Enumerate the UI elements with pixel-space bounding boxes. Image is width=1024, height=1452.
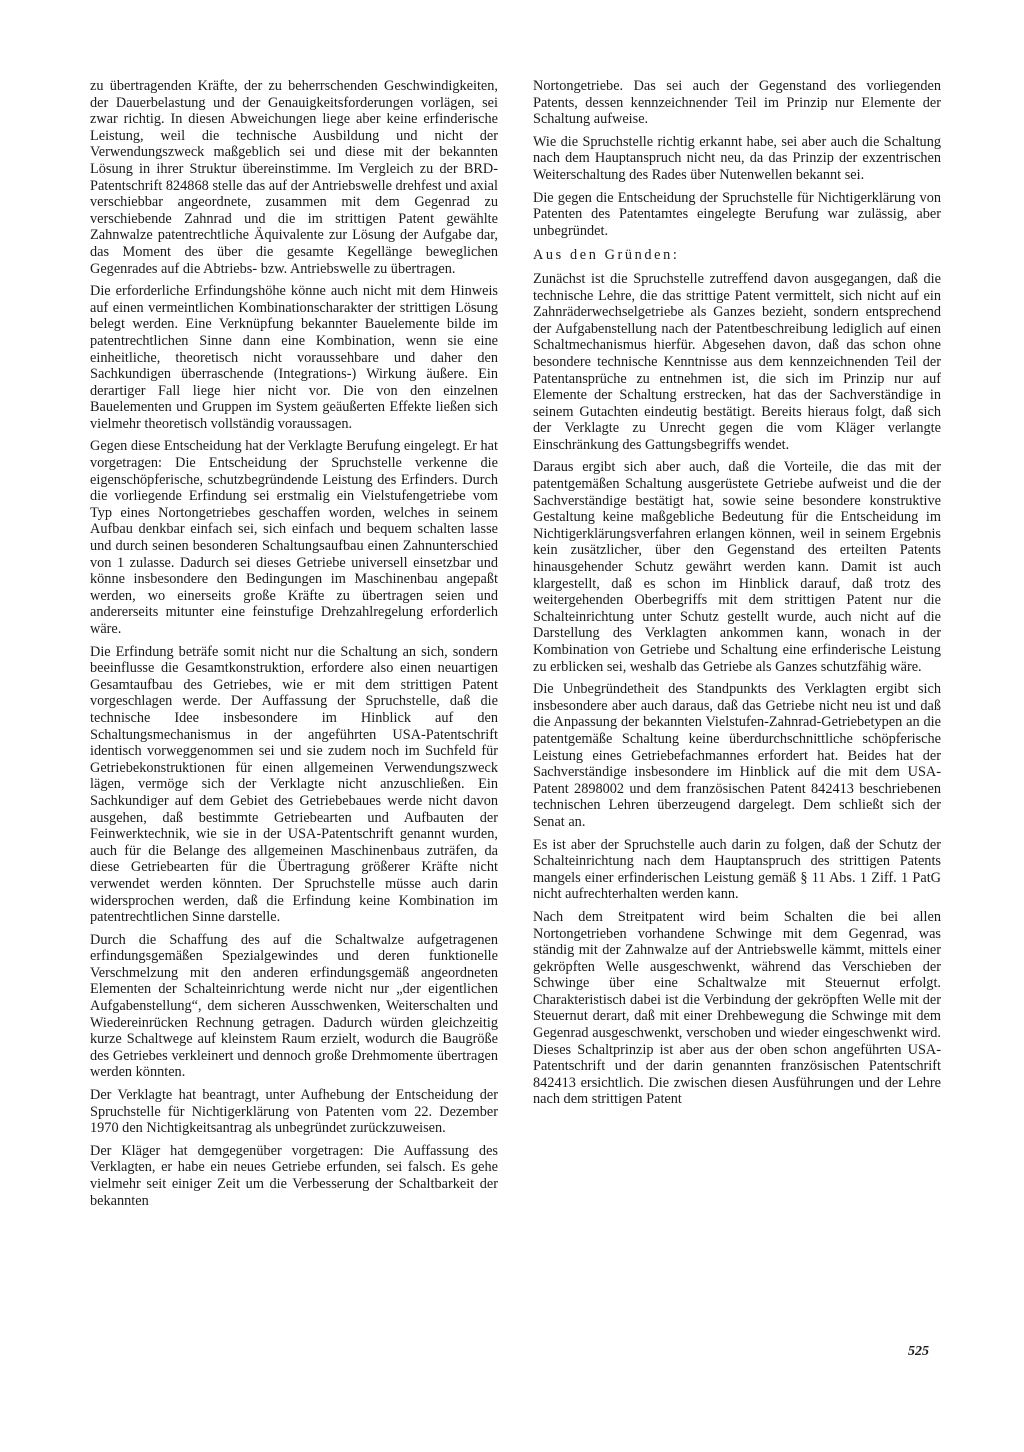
left-paragraph-6: Der Verklagte hat beantragt, unter Aufhebung der Entscheidung der Spruchstelle für Nichtigerklärung von Patenten vom 22. Dezember 1970 den Nichtigkeitsantrag als unbegründet zurückzuweisen. bbox=[90, 1087, 498, 1137]
left-paragraph-4: Die Erfindung beträfe somit nicht nur die Schaltung an sich, sondern beeinflusse die Gesamtkonstruktion, erfordere also einen neuartigen Gesamtaufbau des Getriebes, wie er mit dem strittigen Patent vorgeschlagen werde. Der Auffassung der Spruchstelle, daß die technische Idee insbesondere im Hinblick auf den Schaltungsmechanismus in der angeführten USA-Patentschrift identisch vorweggenommen sei und sie zudem noch im Suchfeld für Getriebekonstruktionen für einen allgemeinen Verwendungszweck lägen, vermöge sich der Verklagte nicht anzuschließen. Ein Sachkundiger auf dem Gebiet des Getriebebaues werde nicht davon ausgehen, daß bestimmte Getriebearten und Aufbauten der Feinwerktechnik, wie sie in der USA-Patentschrift genannt wurden, auch für die Belange des allgemeinen Maschinenbaus zuträfen, da diese Getriebearten für die Übertragung größerer Kräfte nicht verwendet werden könnten. Der Spruchstelle müsse auch darin widersprochen werden, daß die Erfindung keine Kombination im patentrechtlichen Sinne darstelle. bbox=[90, 643, 498, 926]
right-paragraph-1: Nortongetriebe. Das sei auch der Gegenstand des vorliegenden Patents, dessen kennzeichnender Teil im Prinzip nur Elemente der Schaltung aufweise. bbox=[533, 78, 941, 128]
left-paragraph-3: Gegen diese Entscheidung hat der Verklagte Berufung eingelegt. Er hat vorgetragen: Die Entscheidung der Spruchstelle verkenne die eigenschöpferische, schutzbegründende Leistung des Erfinders. Durch die vorliegende Erfindung sei erstmalig ein Vielstufengetriebe vom Typ eines Nortongetriebes geschaffen worden, welches in seinem Aufbau denkbar einfach sei, sich einfach und bequem schalten lasse und durch seinen besonderen Schaltungsaufbau einen Zahnunterschied von 1 zulasse. Dadurch sei dieses Getriebe universell einsetzbar und könne insbesondere den Bedingungen im Maschinenbau angepaßt werden, wo einerseits große Kräfte zu übertragen seien und andererseits mitunter eine feinstufige Drehzahlregelung erforderlich wäre. bbox=[90, 438, 498, 637]
page-number: 525 bbox=[908, 1344, 929, 1359]
right-paragraph-5: Daraus ergibt sich aber auch, daß die Vorteile, die das mit der patentgemäßen Schaltung ausgerüstete Getriebe aufweist und die der Sachverständige bestätigt hat, sowie seine besondere konstruktive Gestaltung keine maßgebliche Bedeutung für die Entscheidung im Nichtigerklärungsverfahren erlangen können, weil in seinem Ergebnis kein zusätzlicher, über den Gegenstand des erteilten Patents hinausgehender Schutz gewährt werden kann. Damit ist auch klargestellt, daß es schon im Hinblick darauf, daß trotz des weitergehenden Oberbegriffs mit dem strittigen Patent nur die Schalteinrichtung unter Schutz gestellt wurde, auch nicht auf die Darstellung des Verklagten ankommen kann, wonach in der Kombination von Getriebe und Schaltung eine erfinderische Leistung zu erblicken sei, weshalb das Getriebe als Ganzes schutzfähig wäre. bbox=[533, 459, 941, 675]
left-paragraph-5: Durch die Schaffung des auf die Schaltwalze aufgetragenen erfindungsgemäßen Spezialgewindes und deren funktionelle Verschmelzung mit den anderen erfindungsgemäß angeordneten Elementen der Schalteinrichtung werde nicht nur „der eigentlichen Aufgabenstellung“, dem sicheren Ausschwenken, Weiterschalten und Wiedereinrücken Rechnung getragen. Dadurch würden gleichzeitig kurze Schaltwege auf kleinstem Raum erzielt, wodurch die Baugröße des Getriebes verkleinert und dennoch große Drehmomente übertragen werden könnten. bbox=[90, 931, 498, 1081]
right-paragraph-2: Wie die Spruchstelle richtig erkannt habe, sei aber auch die Schaltung nach dem Hauptanspruch nicht neu, da das Prinzip der exzentrischen Weiterschaltung des Rades über Nutenwellen bekannt sei. bbox=[533, 133, 941, 183]
right-paragraph-7: Es ist aber der Spruchstelle auch darin zu folgen, daß der Schutz der Schalteinrichtung nach dem Hauptanspruch des strittigen Patents mangels einer erfinderischen Leistung gemäß § 11 Abs. 1 Ziff. 1 PatG nicht aufrechterhalten werden kann. bbox=[533, 836, 941, 903]
right-paragraph-8: Nach dem Streitpatent wird beim Schalten die bei allen Nortongetrieben vorhandene Schwinge mit dem Gegenrad, was ständig mit der Zahnwalze auf der Antriebswelle kämmt, mittels einer gekröpften Welle ausgeschwenkt, während das Verschieben der Schwinge über eine Schaltwalze mit Steuernut erfolgt. Charakteristisch dabei ist die Verbindung der gekröpften Welle mit der Steuernut derart, daß mit einer Drehbewegung die Schwinge mit dem Gegenrad ausgeschwenkt, verschoben und wieder eingeschwenkt wird. Dieses Schaltprinzip ist aber aus der oben schon angeführten USA-Patentschrift und der darin genannten französischen Patentschrift 842413 ersichtlich. Die zwischen diesen Ausführungen und der Lehre nach dem strittigen Patent bbox=[533, 908, 941, 1108]
right-paragraph-4: Zunächst ist die Spruchstelle zutreffend davon ausgegangen, daß die technische Lehre, die das strittige Patent vermittelt, sich nicht auf ein Zahnräderwechselgetriebe als Ganzes bezieht, sondern entsprechend der Aufgabenstellung nach der Patentbeschreibung lediglich auf einen Schaltmechanismus hierfür. Abgesehen davon, daß das schon ohne besondere technische Kenntnisse aus dem kennzeichnenden Teil der Patentansprüche zu entnehmen ist, die sich im Prinzip nur auf Elemente der Schaltung erstrecken, hat das der Sachverständige in seinem Gutachten eindeutig bestätigt. Bereits hieraus folgt, daß sich der Verklagte zu Unrecht gegen die vom Kläger verlangte Einschränkung des Gattungsbegriffs wendet. bbox=[533, 270, 941, 453]
section-heading: Aus den Gründen: bbox=[533, 247, 680, 264]
right-paragraph-6: Die Unbegründetheit des Standpunkts des Verklagten ergibt sich insbesondere aber auch daraus, daß das Getriebe nicht neu ist und daß die Anpassung der bekannten Vielstufen-Zahnrad-Getriebetypen an die patentgemäße Schaltung keine überdurchschnittliche schöpferische Leistung eines Getriebefachmannes erfordert hat. Beides hat der Sachverständige insbesondere im Hinblick auf die mit dem USA-Patent 2898002 und dem französischen Patent 842413 beschriebenen technischen Lehren überzeugend dargelegt. Dem schließt sich der Senat an. bbox=[533, 681, 941, 830]
left-text-column bbox=[90, 78, 498, 1215]
right-paragraph-3: Die gegen die Entscheidung der Spruchstelle für Nichtigerklärung von Patenten des Patentamtes eingelegte Berufung war zulässig, aber unbegründet. bbox=[533, 189, 941, 239]
left-paragraph-1: zu übertragenden Kräfte, der zu beherrschenden Geschwindigkeiten, der Dauerbelastung und der Genauigkeitsforderungen vorlägen, sei zwar richtig. In diesen Abweichungen liege aber keine erfinderische Leistung, weil die technische Ausbildung und nicht der Verwendungszweck maßgeblich sei und diese mit der bekannten Lösung in ihrer Struktur übereinstimme. Im Vergleich zu der BRD-Patentschrift 824868 stelle das auf der Antriebswelle drehfest und axial verschiebbar angeordnete, zusammen mit dem Gegenrad zu verschiebende Zahnrad und die im strittigen Patent gewählte Zahnwalze patentrechtliche Äquivalente zur Lösung der Aufgabe dar, das Moment des über die gesamte Kegellänge beweglichen Gegenrades auf die Abtriebs- bzw. Antriebswelle zu übertragen. bbox=[90, 78, 498, 277]
left-paragraph-7: Der Kläger hat demgegenüber vorgetragen: Die Auffassung des Verklagten, er habe ein neues Getriebe erfunden, sei falsch. Es gehe vielmehr seit einiger Zeit um die Verbesserung der Schaltbarkeit der bekannten bbox=[90, 1142, 498, 1209]
left-paragraph-2: Die erforderliche Erfindungshöhe könne auch nicht mit dem Hinweis auf einen vermeintlichen Kombinationscharakter der strittigen Lösung belegt werden. Eine Verknüpfung bekannter Bauelemente bilde im patentrechtlichen Sinne dann eine Kombination, wenn sie eine einheitliche, theoretisch nicht voraussehbare und daher den Sachkundigen überraschende (Integrations-) Wirkung äußere. Ein derartiger Fall liege hier nicht vor. Die von den einzelnen Bauelementen und Gruppen im System geäußerten Effekte ließen sich vielmehr theoretisch vollständig voraussagen. bbox=[90, 283, 498, 432]
right-text-column bbox=[533, 78, 941, 1114]
